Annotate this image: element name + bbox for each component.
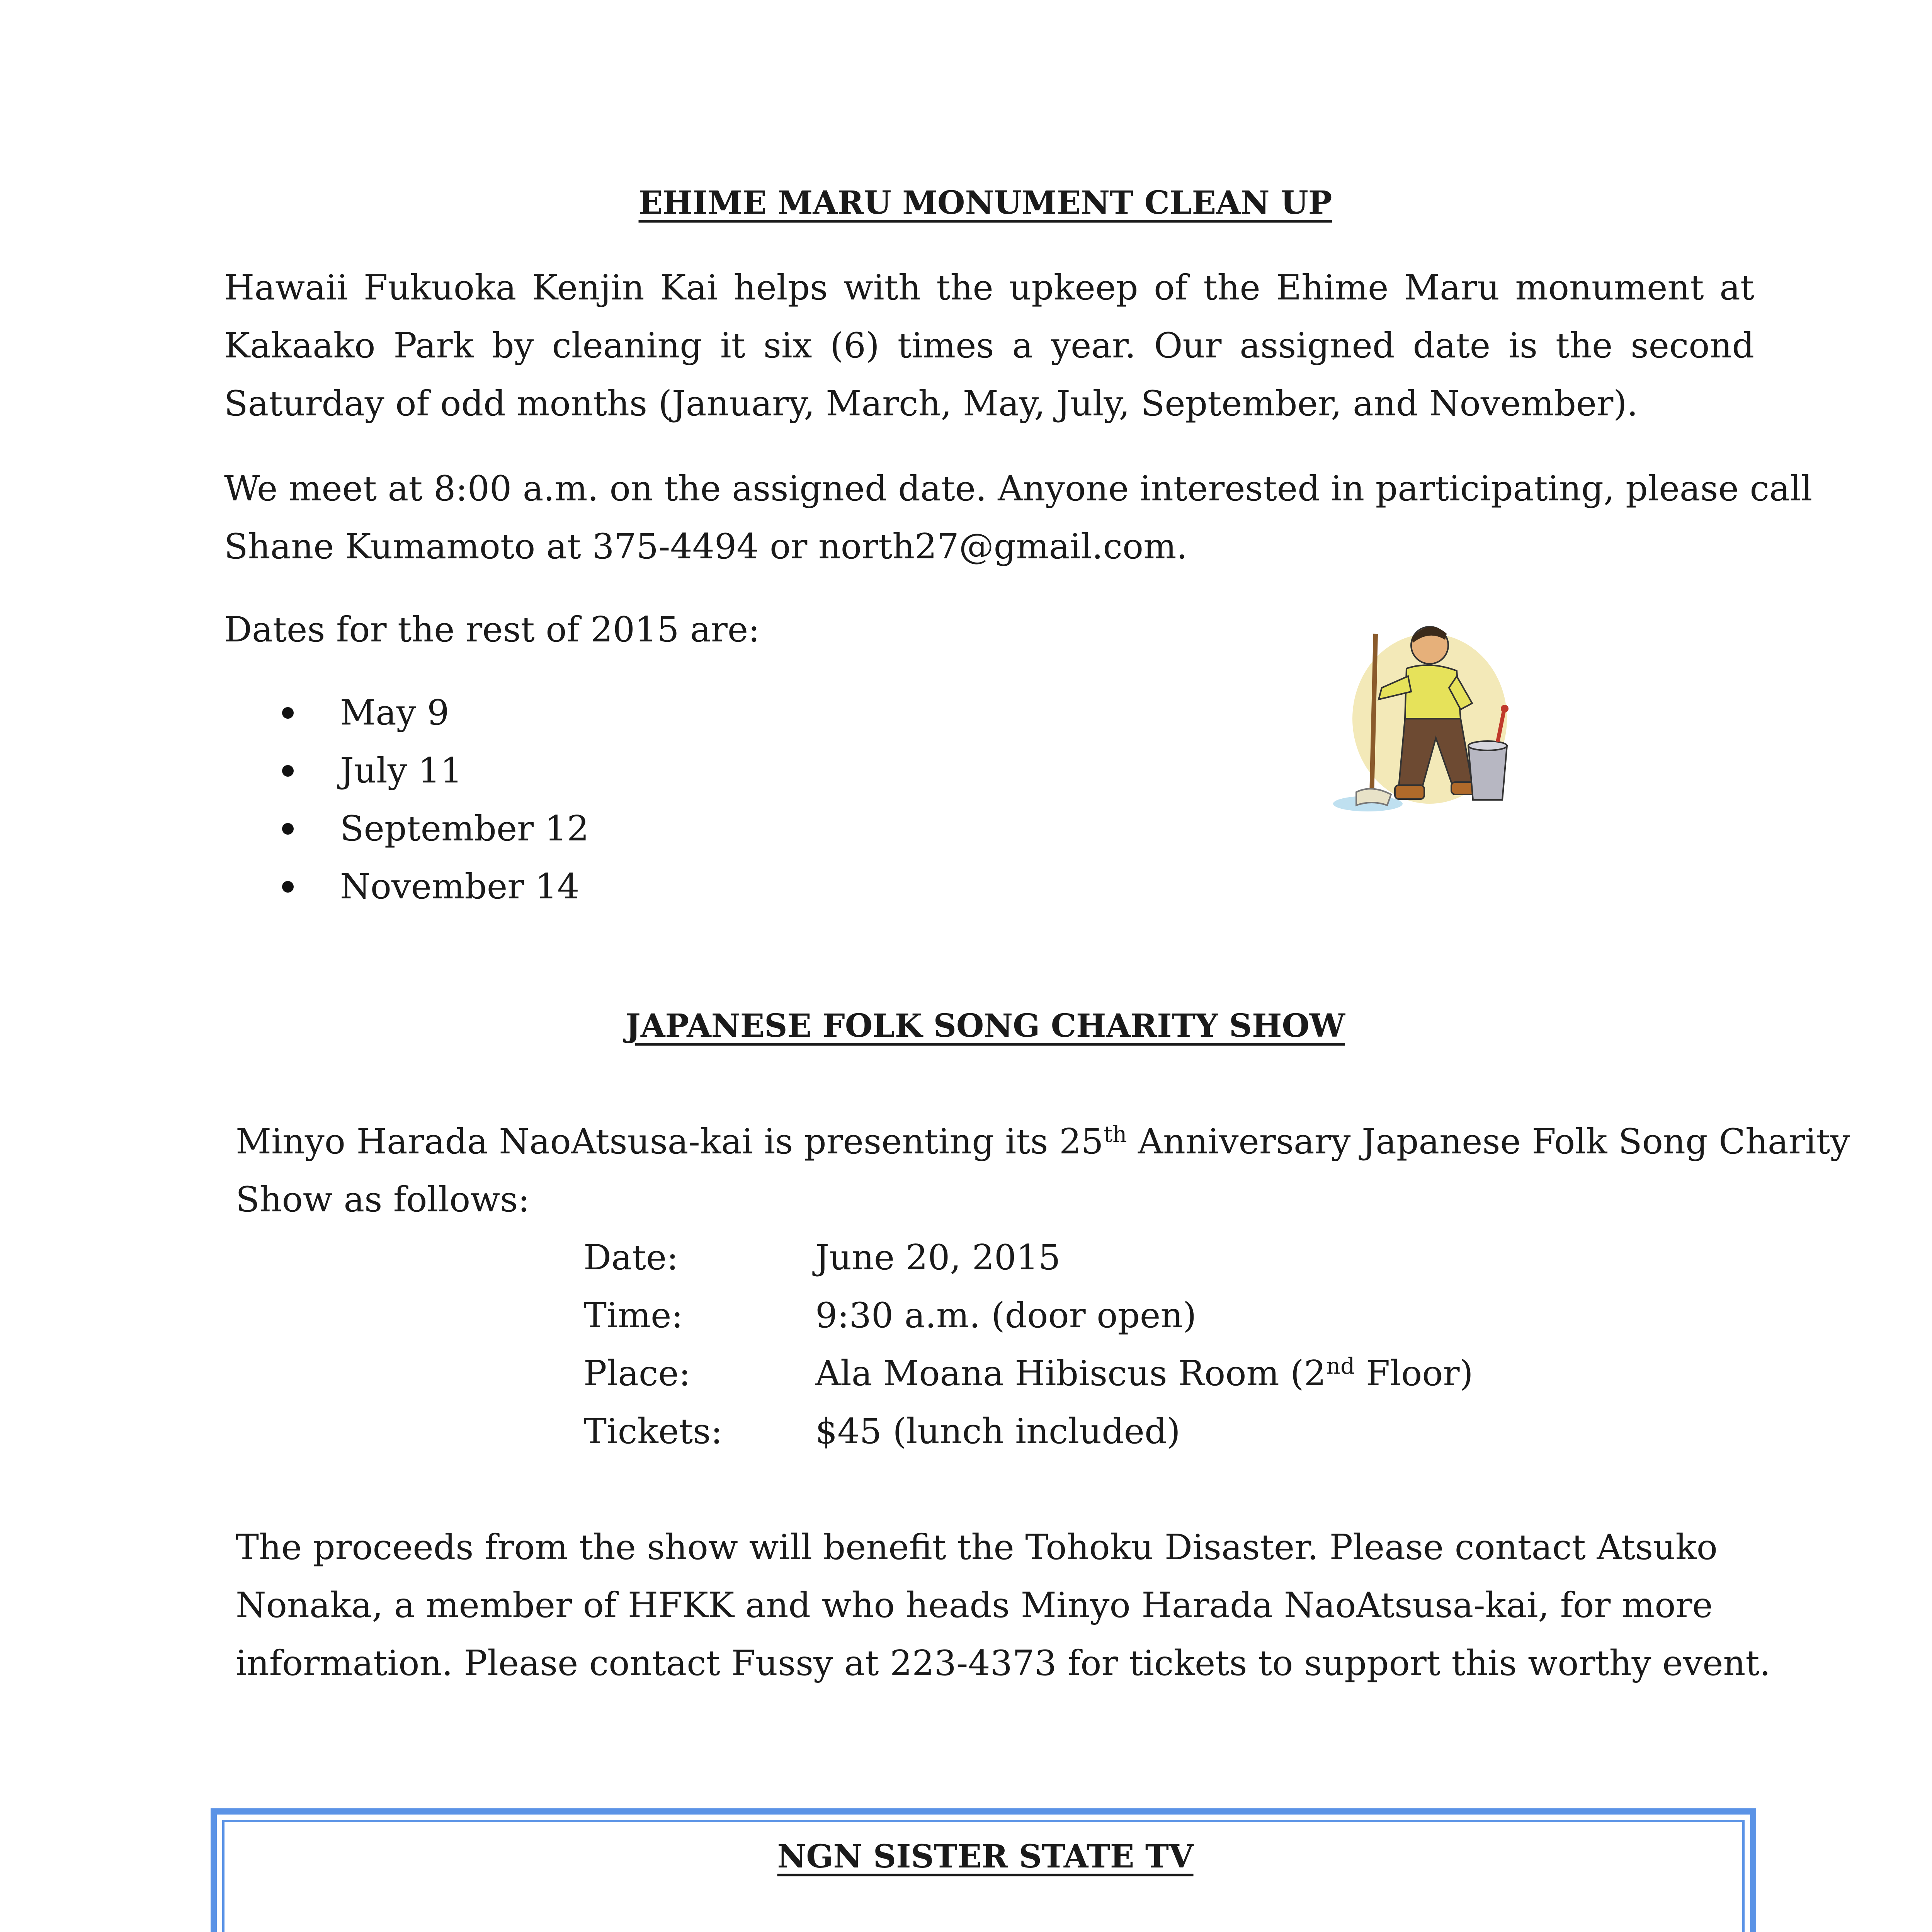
detail-row-time [583, 1287, 1473, 1345]
folk-closing-line-3: information. Please contact Fussy at 223-4373 for tickets to support this worthy event. [236, 1643, 1771, 1684]
detail-row-tickets [583, 1403, 1473, 1461]
date-value: June 20, 2015 [815, 1237, 1061, 1278]
time-value: 9:30 a.m. (door open) [815, 1295, 1197, 1336]
bullet-icon [282, 765, 294, 777]
detail-row-date [583, 1229, 1473, 1287]
bullet-icon [282, 881, 294, 893]
ehime-heading: EHIME MARU MONUMENT CLEAN UP [638, 184, 1332, 221]
place-value: Ala Moana Hibiscus Room (2nd Floor) [815, 1353, 1473, 1394]
ngn-heading: NGN SISTER STATE TV [777, 1838, 1194, 1875]
ehime-paragraph-1: Hawaii Fukuoka Kenjin Kai helps with the upkeep of the Ehime Maru monument at Kakaako Park by cleaning it six (6) times a year. Our assigned date is the second Saturday of odd months (January, March, May, July, September, and November). [224, 267, 1754, 424]
list-item: September 12 [282, 800, 589, 858]
dates-list [282, 684, 589, 916]
folk-closing [236, 1519, 1859, 1692]
list-item: November 14 [282, 858, 589, 916]
bullet-icon [282, 707, 294, 719]
detail-row-place [583, 1345, 1473, 1403]
ehime-paragraph-2-line-1: We meet at 8:00 a.m. on the assigned date. Anyone interested in participating, please call [224, 468, 1813, 509]
ehime-paragraph-2-line-2: Shane Kumamoto at 375-4494 or north27@gmail.com. [224, 526, 1188, 567]
tickets-value: $45 (lunch included) [815, 1411, 1180, 1452]
folk-heading: JAPANESE FOLK SONG CHARITY SHOW [626, 1007, 1345, 1044]
folk-intro-line-1: Minyo Harada NaoAtsusa-kai is presenting its 25th Anniversary Japanese Folk Song Charity [236, 1121, 1850, 1162]
folk-intro [236, 1113, 1850, 1229]
event-details [583, 1229, 1473, 1461]
folk-closing-line-1: The proceeds from the show will benefit the Tohoku Disaster. Please contact Atsuko [236, 1527, 1718, 1568]
time-label: Time: [583, 1295, 683, 1336]
folk-intro-line-2: Show as follows: [236, 1179, 530, 1220]
dates-intro: Dates for the rest of 2015 are: [224, 609, 760, 650]
ngn-box-inner-border [222, 1820, 1745, 1932]
janitor-mopping-clipart [1314, 603, 1530, 819]
place-label: Place: [583, 1353, 690, 1394]
folk-closing-line-2: Nonaka, a member of HFKK and who heads Minyo Harada NaoAtsusa-kai, for more [236, 1585, 1713, 1626]
list-item: May 9 [282, 684, 589, 742]
tickets-label: Tickets: [583, 1411, 723, 1452]
ehime-paragraph-2 [224, 460, 1813, 576]
bullet-icon [282, 823, 294, 835]
date-label: Date: [583, 1237, 679, 1278]
list-item: July 11 [282, 742, 589, 800]
